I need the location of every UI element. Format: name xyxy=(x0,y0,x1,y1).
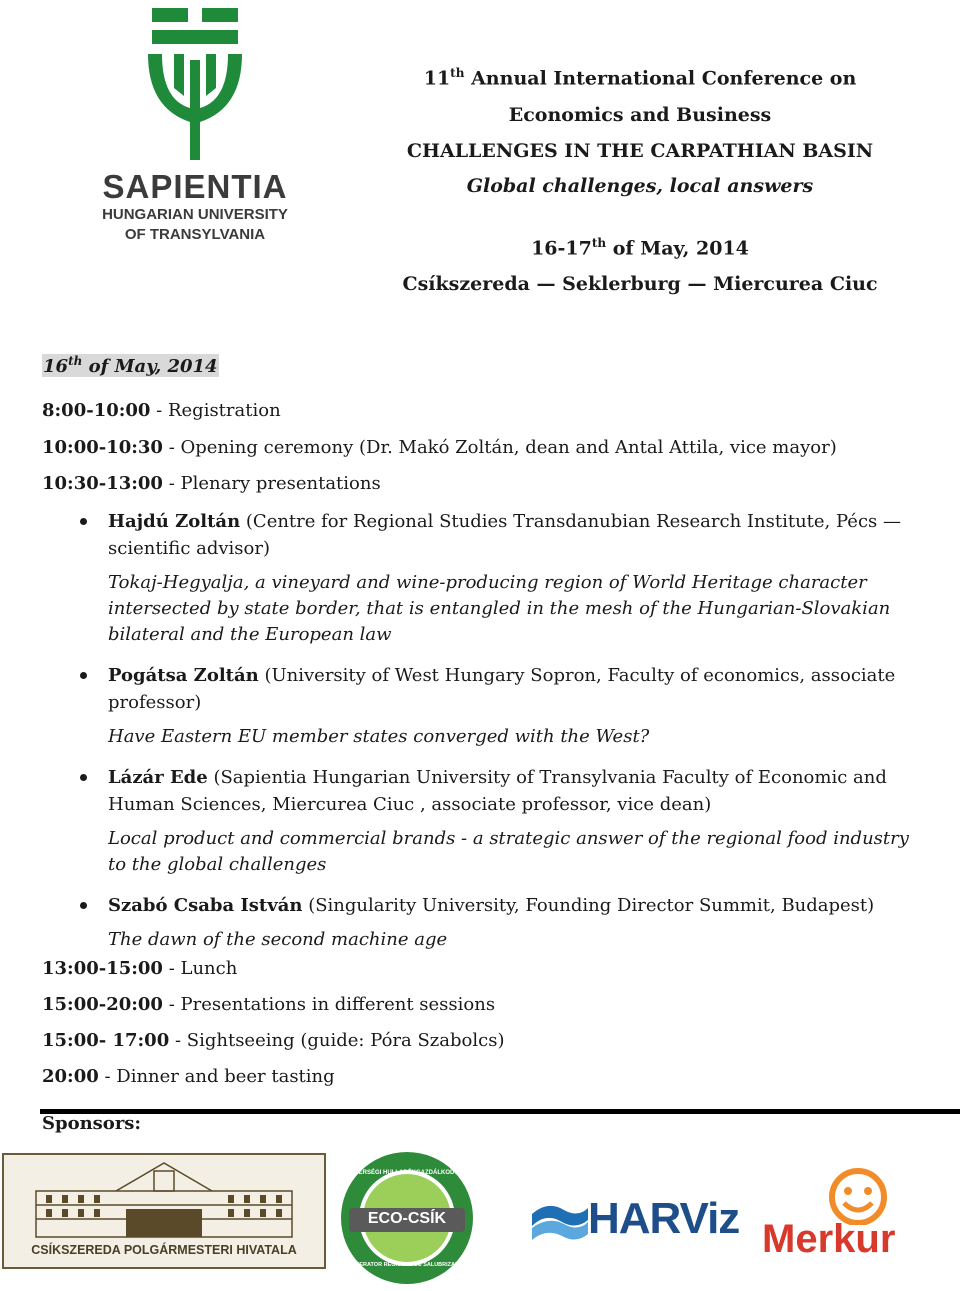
schedule-desc: - Registration xyxy=(150,400,281,421)
speaker-list xyxy=(42,508,912,967)
conference-tagline: Global challenges, local answers xyxy=(466,175,814,197)
harviz-text: HARViz xyxy=(588,1194,740,1243)
speaker-name: Lázár Ede xyxy=(108,767,208,788)
schedule-time: 13:00-15:00 xyxy=(42,958,163,979)
speaker-name: Szabó Csaba István xyxy=(108,895,303,916)
conference-title xyxy=(395,66,885,89)
conference-subject: Economics and Business xyxy=(508,104,772,126)
sponsor-city-hall-logo xyxy=(2,1153,326,1269)
speaker-item xyxy=(42,508,912,648)
schedule-time: 15:00-20:00 xyxy=(42,994,163,1015)
schedule-row xyxy=(42,958,237,979)
schedule-time: 15:00- 17:00 xyxy=(42,1030,170,1051)
talk-title: Tokaj-Hegyalja, a vineyard and wine-producing region of World Heritage character intersected by state border, that is entangled in the mesh of the Hungarian-Slovakian bilateral and the European law xyxy=(108,572,891,645)
separator-rule xyxy=(40,1109,960,1114)
schedule-time: 10:30-13:00 xyxy=(42,473,163,494)
schedule-time: 10:00-10:30 xyxy=(42,437,163,458)
speaker-affiliation: (Centre for Regional Studies Transdanubian Research Institute, Pécs — scientific advisor) xyxy=(108,511,901,559)
day-rest: of May, 2014 xyxy=(82,356,218,377)
eco-csik-name: ECO-CSÍK xyxy=(367,1210,447,1227)
speaker-item xyxy=(42,662,912,750)
speaker-item xyxy=(42,892,912,953)
sponsor-eco-csik-logo xyxy=(337,1150,477,1286)
sapientia-emblem-icon xyxy=(90,0,300,165)
conference-location: Csíkszereda — Seklerburg — Miercurea Ciuc xyxy=(402,273,878,295)
sponsor-harviz-logo xyxy=(528,1196,742,1246)
speaker-item xyxy=(42,764,912,878)
speaker-name: Pogátsa Zoltán xyxy=(108,665,259,686)
speaker-affiliation: (University of West Hungary Sopron, Faculty of economics, associate professor) xyxy=(108,665,896,713)
merkur-text: Merkur xyxy=(762,1217,896,1261)
schedule-desc: - Presentations in different sessions xyxy=(162,994,496,1015)
logo-title: SAPIENTIA xyxy=(102,168,288,205)
schedule-desc: - Lunch xyxy=(162,958,238,979)
water-wave-icon xyxy=(528,1196,590,1246)
schedule-row xyxy=(42,437,837,458)
day-number: 16 xyxy=(43,356,69,377)
eco-csik-top-text: TERSÉGI HULLADÉKGAZDÁLKODÓ xyxy=(355,1170,459,1176)
building-icon xyxy=(6,1157,322,1241)
speaker-name: Hajdú Zoltán xyxy=(108,511,241,532)
talk-title: Local product and commercial brands - a strategic answer of the regional food industry to the global challenges xyxy=(108,828,909,875)
schedule-desc: - Sightseeing (guide: Póra Szabolcs) xyxy=(169,1030,505,1051)
bullet-icon xyxy=(80,672,87,679)
schedule-desc: - Plenary presentations xyxy=(162,473,381,494)
speaker-affiliation: (Singularity University, Founding Director Summit, Budapest) xyxy=(302,895,875,916)
schedule-row xyxy=(42,400,281,421)
sponsors-heading: Sponsors: xyxy=(42,1113,142,1134)
bullet-icon xyxy=(80,518,87,525)
ordinal-number: 11 xyxy=(423,67,451,90)
schedule-row xyxy=(42,994,495,1015)
day-heading xyxy=(42,354,219,377)
bullet-icon xyxy=(80,902,87,909)
city-hall-text: CSÍKSZEREDA POLGÁRMESTERI HIVATALA xyxy=(31,1243,297,1257)
logo-subtitle-1: HUNGARIAN UNIVERSITY xyxy=(102,206,288,223)
schedule-row xyxy=(42,1030,504,1051)
date-number: 16-17 xyxy=(531,237,592,260)
sponsor-merkur-logo xyxy=(760,1167,946,1265)
conference-dates xyxy=(395,236,885,259)
talk-title: The dawn of the second machine age xyxy=(108,929,448,950)
speaker-affiliation: (Sapientia Hungarian University of Transylvania Faculty of Economic and Human Sciences, Miercurea Ciuc , associate professor, vice dean) xyxy=(108,767,887,815)
title-rest: Annual International Conference on xyxy=(464,67,857,90)
eco-csik-bottom-text: OPERATOR REGIONAL DE SALUBRIZARE xyxy=(351,1262,463,1268)
talk-title: Have Eastern EU member states converged with the West? xyxy=(108,726,650,747)
logo-subtitle-2: OF TRANSYLVANIA xyxy=(124,226,266,243)
ordinal-suffix: th xyxy=(450,66,465,80)
schedule-time: 8:00-10:00 xyxy=(42,400,151,421)
schedule-desc: - Opening ceremony (Dr. Makó Zoltán, dean and Antal Attila, vice mayor) xyxy=(162,437,837,458)
bullet-icon xyxy=(80,774,87,781)
schedule-desc: - Dinner and beer tasting xyxy=(98,1066,335,1087)
date-suffix: th xyxy=(591,236,607,250)
day-suffix: th xyxy=(68,354,83,368)
schedule-row xyxy=(42,1066,335,1087)
schedule-row xyxy=(42,473,381,494)
conference-theme: CHALLENGES IN THE CARPATHIAN BASIN xyxy=(406,140,874,162)
sapientia-logo xyxy=(90,0,300,250)
date-rest: of May, 2014 xyxy=(606,237,749,260)
schedule-time: 20:00 xyxy=(42,1066,99,1087)
